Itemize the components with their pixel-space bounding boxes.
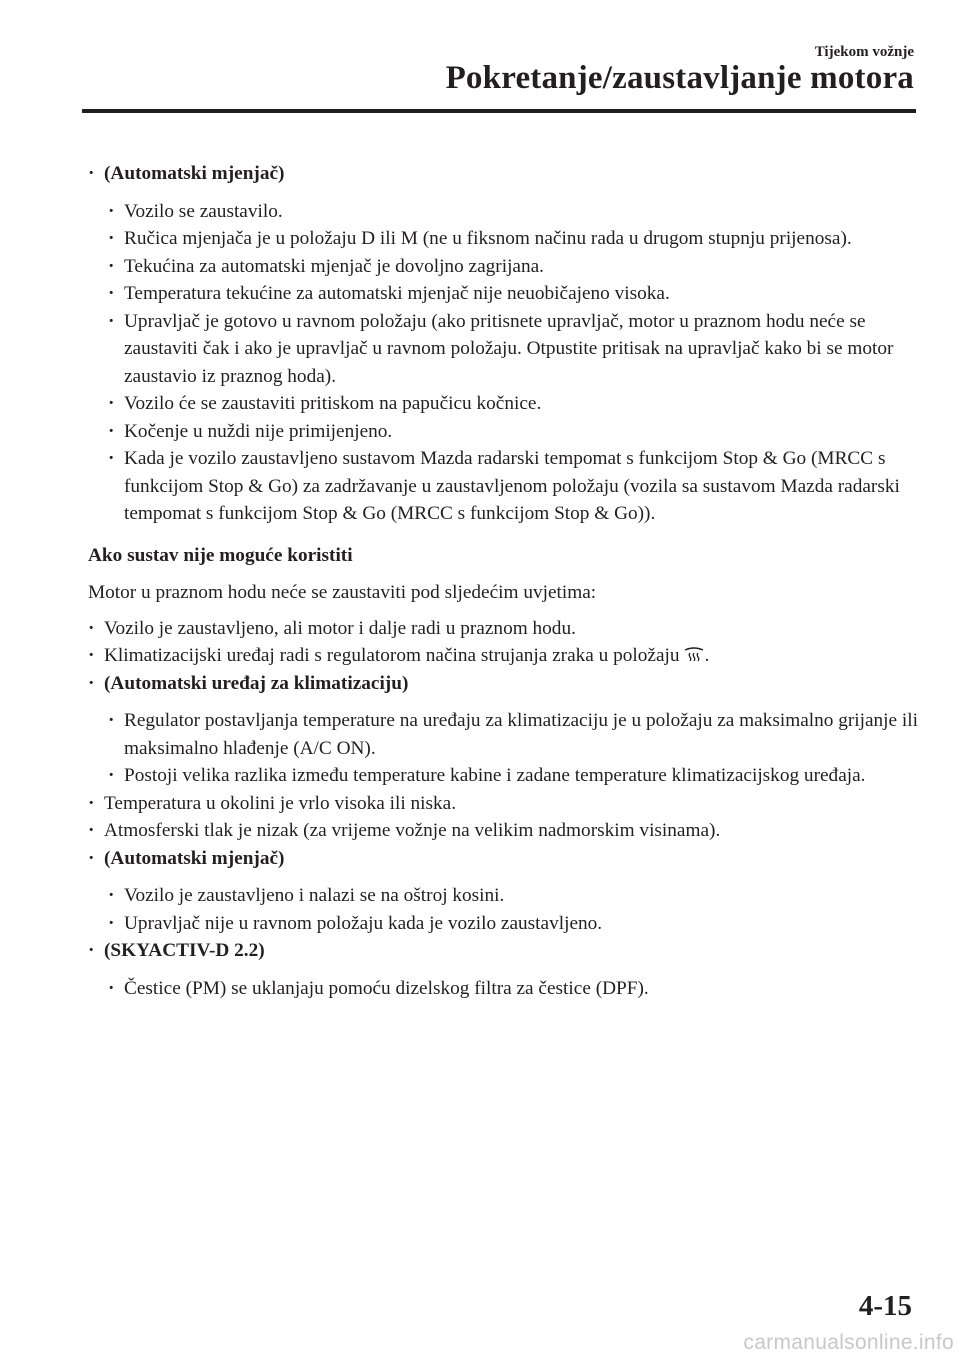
list-item: · Vozilo je zaustavljeno, ali motor i dalje radi u praznom hodu. xyxy=(88,615,920,643)
list-item: · Čestice (PM) se uklanjaju pomoću dizelskog filtra za čestice (DPF). xyxy=(88,975,920,1003)
page-content xyxy=(88,160,920,1002)
list-item: · Postoji velika razlika između temperature kabine i zadane temperature klimatizacijskog uređaja. xyxy=(88,762,920,790)
list-item: · Regulator postavljanja temperature na uređaju za klimatizaciju je u položaju za maksimalno grijanje ili maksimalno hlađenje (A/C ON). xyxy=(88,707,920,762)
list-item: · Upravljač nije u ravnom položaju kada je vozilo zaustavljeno. xyxy=(88,910,920,938)
list-item-end: . xyxy=(704,645,710,666)
section-heading: Ako sustav nije moguće koristiti xyxy=(88,544,353,566)
diesel-heading: · (SKYACTIV-D 2.2) xyxy=(88,937,920,965)
page-number: 4-15 xyxy=(858,1290,912,1322)
transmission-heading: · (Automatski mjenjač) xyxy=(88,160,920,188)
watermark: carmanualsonline.info xyxy=(743,1331,954,1354)
list-item: · Kočenje u nuždi nije primijenjeno. xyxy=(88,418,920,446)
transmission-heading: · (Automatski mjenjač) xyxy=(88,845,920,873)
section-intro: Motor u praznom hodu neće se zaustaviti pod sljedećim uvjetima: xyxy=(88,582,597,603)
list-item: · Kada je vozilo zaustavljeno sustavom Mazda radarski tempomat s funkcijom Stop & Go (MRCC s funkcijom Stop & Go) za zadržavanje u zaustavljenom položaju (vozila sa sustavom Mazda radarski tempomat s funkcijom Stop & Go (MRCC s funkcijom Stop & Go)). xyxy=(88,445,920,528)
list-item: · Temperatura tekućine za automatski mjenjač nije neuobičajeno visoka. xyxy=(88,280,920,308)
list-item: · Temperatura u okolini je vrlo visoka ili niska. xyxy=(88,790,920,818)
page-title: Pokretanje/zaustavljanje motora xyxy=(445,60,914,96)
list-item xyxy=(88,642,920,670)
list-item: · Ručica mjenjača je u položaju D ili M (ne u fiksnom načinu rada u drugom stupnju prijenosa). xyxy=(88,225,920,253)
section-label: Tijekom vožnje xyxy=(814,44,914,60)
list-item: · Upravljač je gotovo u ravnom položaju (ako pritisnete upravljač, motor u praznom hodu neće se zaustaviti čak i ako je upravljač u ravnom položaju. Otpustite pritisak na upravljač kako bi se motor zaustavio iz praznog hoda). xyxy=(88,308,920,391)
list-item: · Vozilo će se zaustaviti pritiskom na papučicu kočnice. xyxy=(88,390,920,418)
list-item: · Vozilo je zaustavljeno i nalazi se na oštroj kosini. xyxy=(88,882,920,910)
list-item-text: Klimatizacijski uređaj radi s regulatorom načina strujanja zraka u položaju xyxy=(104,645,680,666)
windshield-defroster-icon xyxy=(683,645,705,663)
list-item: · Atmosferski tlak je nizak (za vrijeme vožnje na velikim nadmorskim visinama). xyxy=(88,817,920,845)
header-rule xyxy=(82,109,916,113)
list-item: · Vozilo se zaustavilo. xyxy=(88,198,920,226)
ac-heading: · (Automatski uređaj za klimatizaciju) xyxy=(88,670,920,698)
list-item: · Tekućina za automatski mjenjač je dovoljno zagrijana. xyxy=(88,253,920,281)
